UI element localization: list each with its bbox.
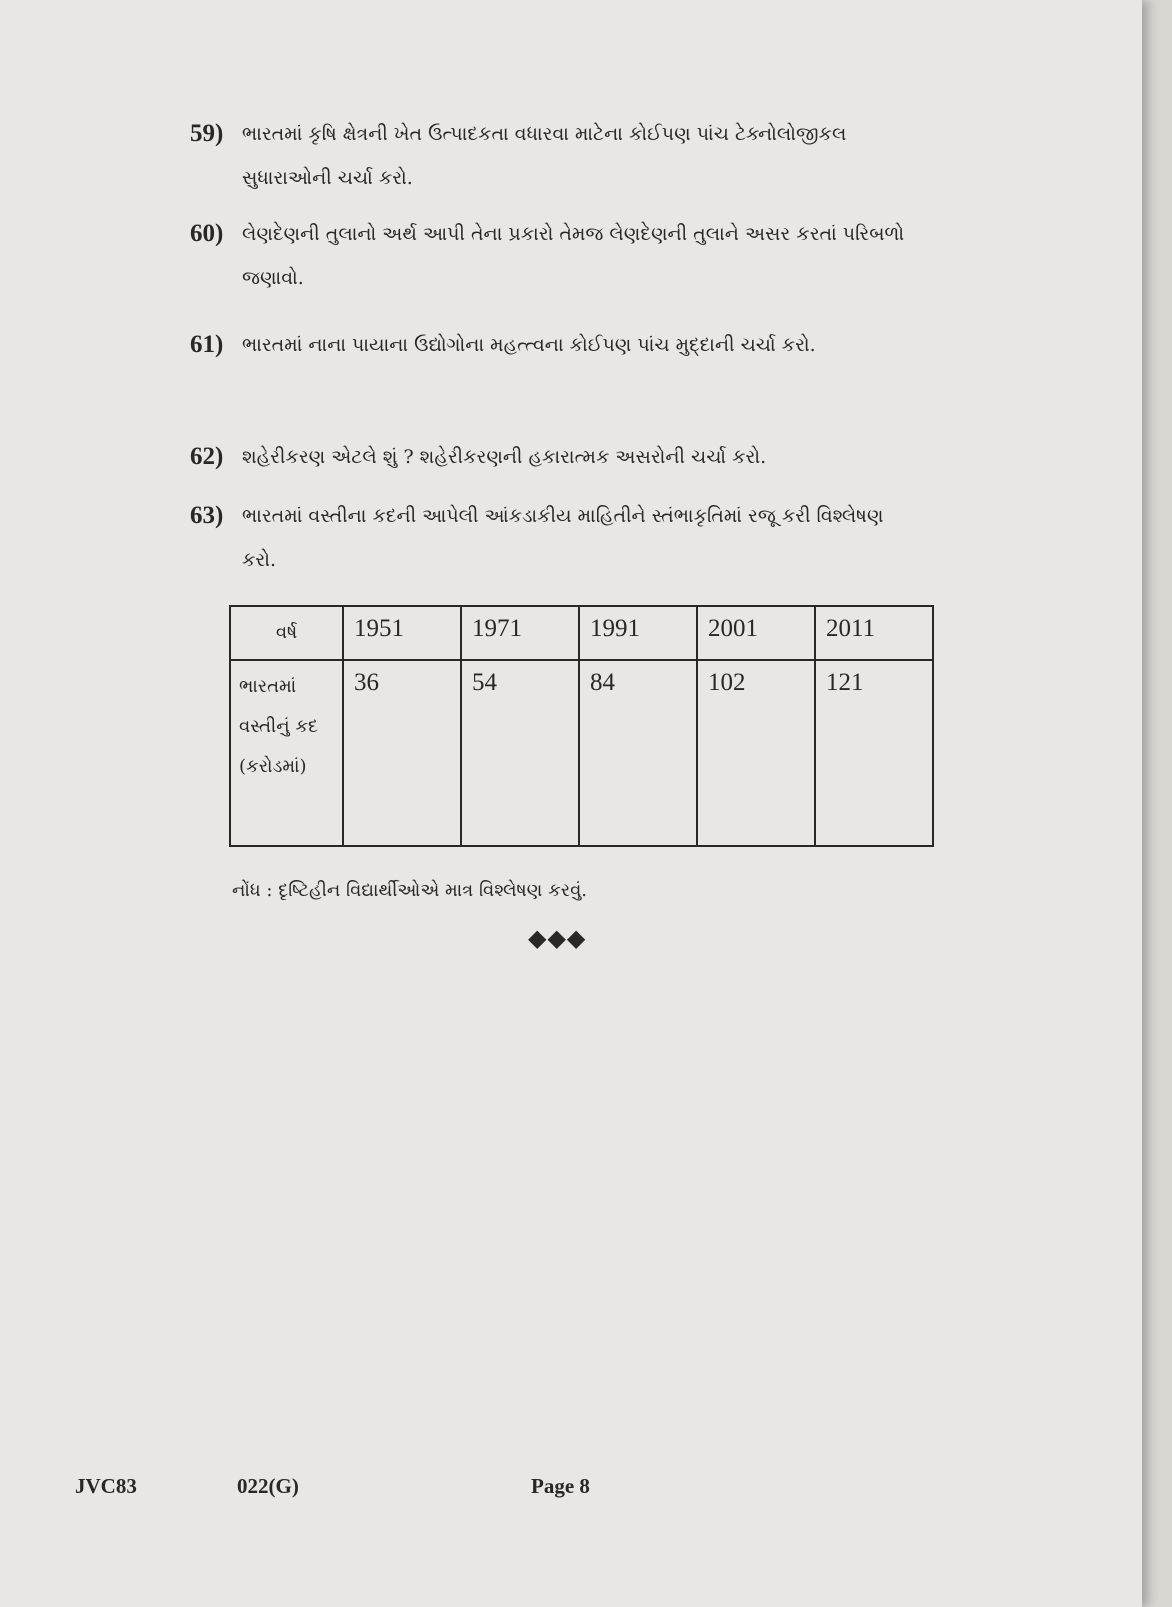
year-cell: 2001 <box>697 606 815 660</box>
population-value: 121 <box>815 660 933 846</box>
year-header: વર્ષ <box>230 606 343 660</box>
question-text: શહેરીકરણ એટલે શું ? શહેરીકરણની હકારાત્મક અસરોની ચર્ચા કરો. <box>242 446 767 468</box>
year-cell: 2011 <box>815 606 933 660</box>
table-header-row <box>230 606 933 660</box>
question-62 <box>190 435 930 479</box>
population-value: 84 <box>579 660 697 846</box>
question-text: ભારતમાં નાના પાયાના ઉદ્યોગોના મહત્ત્વના કોઈપણ પાંચ મુદ્દાની ચર્ચા કરો. <box>242 334 816 356</box>
footer-page: Page 8 <box>531 1474 590 1498</box>
end-mark: ◆◆◆ <box>528 924 587 952</box>
question-text: ભારતમાં વસ્તીના કદની આપેલી આંકડાકીય માહિતીને સ્તંભાકૃતિમાં રજૂ કરી વિશ્લેષણ કરો. <box>242 505 884 571</box>
year-cell: 1971 <box>461 606 579 660</box>
question-number: 62) <box>190 443 224 470</box>
population-value: 54 <box>461 660 579 846</box>
question-59 <box>190 112 930 200</box>
question-number: 61) <box>190 331 224 358</box>
year-cell: 1991 <box>579 606 697 660</box>
population-row-label: ભારતમાં વસ્તીનું કદ (કરોડમાં) <box>230 660 343 846</box>
question-text: લેણદેણની તુલાનો અર્થ આપી તેના પ્રકારો તેમજ લેણદેણની તુલાને અસર કરતાં પરિબળો જણાવો. <box>242 223 905 289</box>
footer-code: JVC83 <box>75 1474 137 1498</box>
footer-paper: 022(G) <box>237 1474 299 1498</box>
question-60 <box>190 212 930 300</box>
population-table <box>229 605 934 847</box>
question-61 <box>190 323 930 367</box>
year-cell: 1951 <box>343 606 461 660</box>
question-text: ભારતમાં કૃષિ ક્ષેત્રની ખેત ઉત્પાદકતા વધારવા માટેના કોઈપણ પાંચ ટેક્નોલોજીકલ સુધારાઓની ચર્ચા કરો. <box>242 123 847 189</box>
note-text: નોંધ : દૃષ્ટિહીન વિદ્યાર્થીઓએ માત્ર વિશ્લેષણ કરવું. <box>232 880 588 901</box>
table-row <box>230 660 933 846</box>
question-63 <box>190 494 890 582</box>
population-value: 102 <box>697 660 815 846</box>
population-value: 36 <box>343 660 461 846</box>
question-number: 60) <box>190 220 224 247</box>
question-number: 59) <box>190 120 224 147</box>
question-number: 63) <box>190 502 224 529</box>
